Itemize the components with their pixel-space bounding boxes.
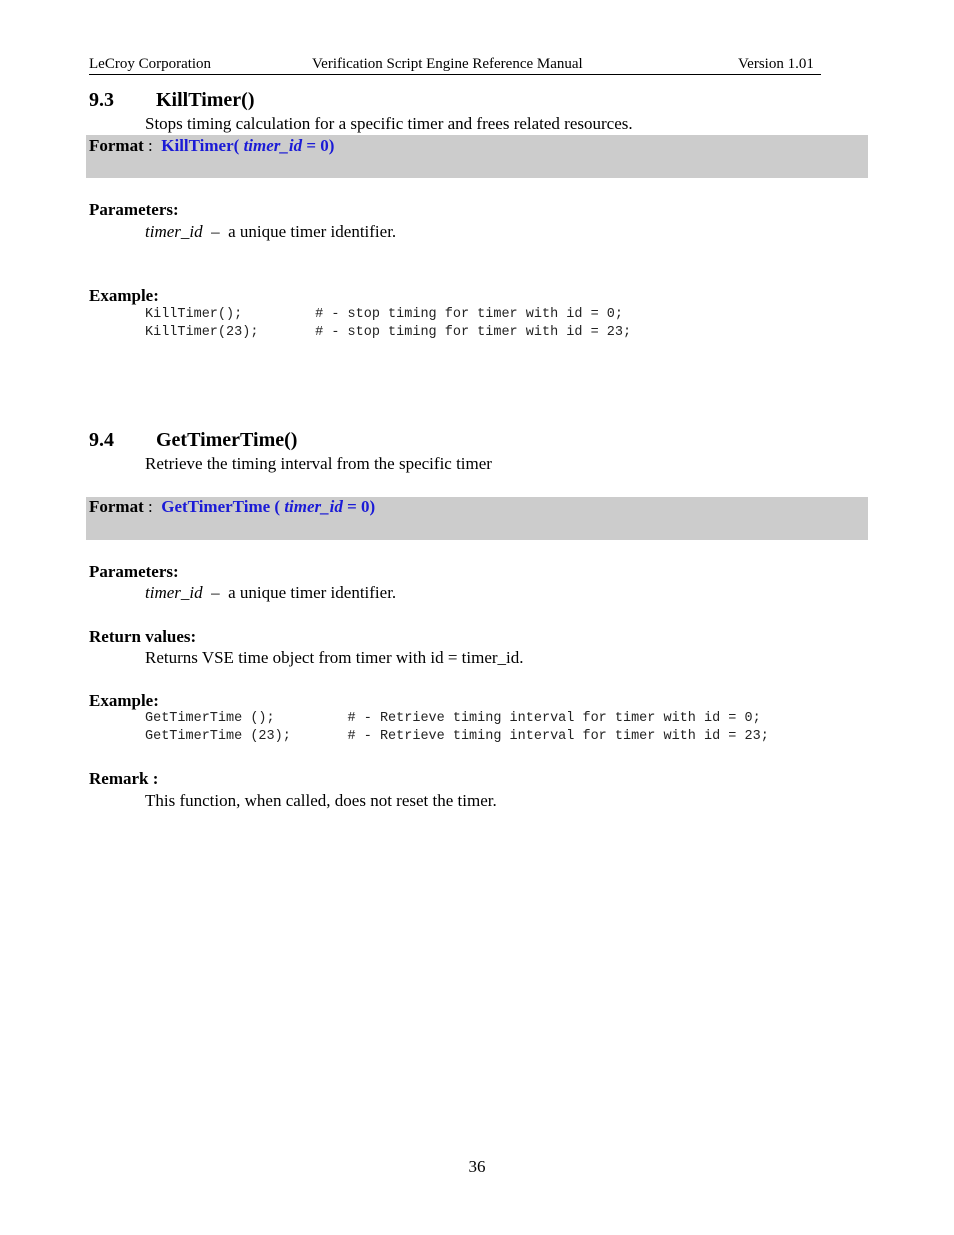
format-function: GetTimerTime ( (161, 497, 285, 516)
code-line: GetTimerTime (23); # - Retrieve timing interval for timer with id = 23; (145, 729, 769, 744)
format-label: Format (89, 497, 144, 516)
code-line: GetTimerTime (); # - Retrieve timing interval for timer with id = 0; (145, 711, 761, 726)
section-description: Retrieve the timing interval from the specific timer (145, 454, 492, 473)
parameter-name: timer_id (145, 583, 203, 602)
parameter-separator: – (202, 222, 229, 241)
code-line: KillTimer(); # - stop timing for timer with id = 0; (145, 307, 623, 322)
section-title: KillTimer() (156, 89, 255, 111)
parameters-label: Parameters: (89, 562, 179, 581)
parameters-label: Parameters: (89, 200, 179, 219)
parameter-description: a unique timer identifier. (228, 222, 397, 241)
header-company: LeCroy Corporation (89, 56, 212, 72)
format-line (89, 136, 334, 156)
format-line (89, 497, 375, 517)
format-argument: timer_id (284, 497, 343, 516)
code-line: KillTimer(23); # - stop timing for timer with id = 23; (145, 325, 632, 340)
return-values-label: Return values: (89, 627, 197, 646)
section-number: 9.4 (89, 429, 114, 451)
remark-text: This function, when called, does not reset the timer. (145, 791, 497, 810)
header-manual-title: Verification Script Engine Reference Manual (312, 56, 583, 72)
header-rule (89, 74, 821, 75)
parameter-line (145, 583, 396, 603)
section-description: Stops timing calculation for a specific timer and frees related resources. (145, 114, 633, 133)
format-default: = 0) (302, 136, 335, 155)
remark-label: Remark : (89, 769, 159, 788)
page-number: 36 (468, 1157, 486, 1176)
example-label: Example: (89, 286, 159, 305)
example-label: Example: (89, 691, 159, 710)
format-label: Format (89, 136, 144, 155)
format-default: = 0) (342, 497, 376, 516)
return-values-text: Returns VSE time object from timer with id = timer_id. (145, 648, 524, 667)
parameter-separator: – (202, 583, 229, 602)
format-separator: : (143, 136, 162, 155)
section-number: 9.3 (89, 89, 114, 111)
parameter-line (145, 222, 396, 242)
format-separator: : (143, 497, 162, 516)
format-function: KillTimer( (161, 136, 244, 155)
section-title: GetTimerTime() (156, 429, 298, 451)
parameter-description: a unique timer identifier. (228, 583, 397, 602)
parameter-name: timer_id (145, 222, 203, 241)
format-argument: timer_id (243, 136, 303, 155)
header-version: Version 1.01 (738, 56, 814, 72)
